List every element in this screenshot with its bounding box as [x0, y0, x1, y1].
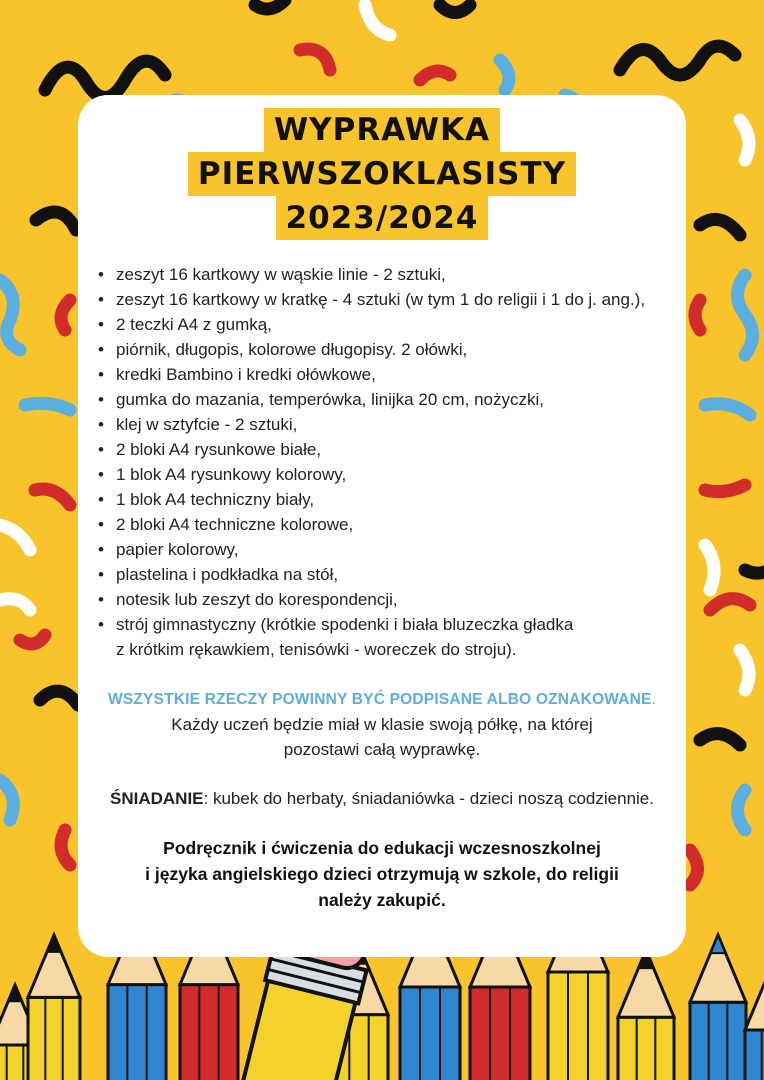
list-item: • 1 blok A4 techniczny biały,	[96, 487, 696, 512]
pencil	[745, 970, 764, 1080]
confetti-squiggle	[705, 545, 714, 590]
confetti-squiggle	[36, 212, 76, 230]
confetti-squiggle	[705, 485, 745, 492]
list-item: • zeszyt 16 kartkowy w wąskie linie - 2 sztuki,	[96, 262, 696, 287]
confetti-squiggle	[700, 734, 740, 745]
textbooks-line: Podręcznik i ćwiczenia do edukacji wczesnoszkolnej	[163, 838, 601, 858]
confetti-squiggle	[745, 570, 764, 573]
title-line: PIERWSZOKLASISTY	[188, 152, 576, 196]
confetti-squiggle	[300, 49, 330, 70]
supply-list	[96, 262, 696, 662]
pencil	[690, 935, 746, 1080]
title-line: 2023/2024	[276, 196, 489, 240]
list-item: • gumka do mazania, temperówka, linijka 20 cm, nożyczki,	[96, 387, 696, 412]
list-item: • 2 teczki A4 z gumką,	[96, 312, 696, 337]
list-item: • klej w sztyfcie - 2 sztuki,	[96, 412, 696, 437]
confetti-squiggle	[440, 5, 470, 13]
confetti-squiggle	[740, 120, 749, 160]
textbooks-note	[90, 835, 674, 913]
list-item-continuation: z krótkim rękawkiem, tenisówki - woreczek do stroju).	[116, 640, 517, 659]
label-notice-line: pozostawi całą wyprawkę.	[283, 740, 481, 759]
list-item: • plastelina i podkładka na stół,	[96, 562, 696, 587]
confetti-squiggle	[365, 5, 390, 35]
list-item: • 2 bloki A4 rysunkowe białe,	[96, 437, 696, 462]
list-item: • papier kolorowy,	[96, 537, 696, 562]
confetti-squiggle	[705, 404, 750, 415]
list-item: • 1 blok A4 rysunkowy kolorowy,	[96, 462, 696, 487]
confetti-squiggle	[740, 650, 749, 690]
label-notice: WSZYSTKIE RZECZY POWINNY BYĆ PODPISANE ALBO OZNAKOWANE. Każdy uczeń będzie miał w klasie swoją półkę, na której pozostawi całą wyprawkę.	[78, 686, 686, 762]
confetti-squiggle	[40, 691, 78, 705]
list-item: • notesik lub zeszyt do korespondencji,	[96, 587, 696, 612]
breakfast-note	[78, 786, 686, 811]
confetti-squiggle	[500, 60, 509, 90]
pencil	[618, 950, 674, 1080]
list-item: • kredki Bambino i kredki ołówkowe,	[96, 362, 696, 387]
confetti-squiggle	[0, 525, 30, 550]
pencil	[28, 935, 80, 1080]
title-line: WYPRAWKA	[264, 108, 500, 152]
breakfast-text: : kubek do herbaty, śniadaniówka - dzieci noszą codziennie.	[203, 789, 654, 808]
textbooks-line: należy zakupić.	[318, 890, 446, 910]
confetti-squiggle	[700, 219, 740, 235]
confetti-squiggle	[620, 46, 735, 75]
confetti-squiggle	[738, 790, 746, 830]
label-notice-highlight: WSZYSTKIE RZECZY POWINNY BYĆ PODPISANE ALBO OZNAKOWANE	[107, 691, 652, 708]
confetti-squiggle	[20, 635, 45, 644]
list-item: • piórnik, długopis, kolorowe długopisy. 2 ołówki,	[96, 337, 696, 362]
breakfast-label: ŚNIADANIE	[110, 789, 204, 808]
confetti-squiggle	[420, 71, 450, 80]
label-notice-line: Każdy uczeń będzie miał w klasie swoją półkę, na której	[171, 715, 593, 734]
confetti-squiggle	[35, 489, 70, 505]
confetti-squiggle	[0, 599, 30, 610]
confetti-squiggle	[25, 403, 70, 410]
confetti-squiggle	[710, 599, 750, 610]
confetti-squiggle	[690, 850, 698, 885]
confetti-squiggle	[0, 280, 20, 350]
confetti-squiggle	[45, 61, 165, 97]
confetti-squiggle	[0, 780, 13, 820]
confetti-squiggle	[255, 0, 285, 9]
list-item: • zeszyt 16 kartkowy w kratkę - 4 sztuki (w tym 1 do religii i 1 do j. ang.),	[96, 287, 696, 312]
confetti-squiggle	[61, 300, 70, 330]
textbooks-line: i języka angielskiego dzieci otrzymują w szkole, do religii	[145, 864, 619, 884]
page-title	[78, 108, 686, 240]
confetti-squiggle	[61, 830, 70, 865]
list-item: • strój gimnastyczny (krótkie spodenki i biała bluzeczka gładka	[96, 612, 696, 637]
confetti-squiggle	[738, 275, 753, 355]
list-item: • 2 bloki A4 techniczne kolorowe,	[96, 512, 696, 537]
